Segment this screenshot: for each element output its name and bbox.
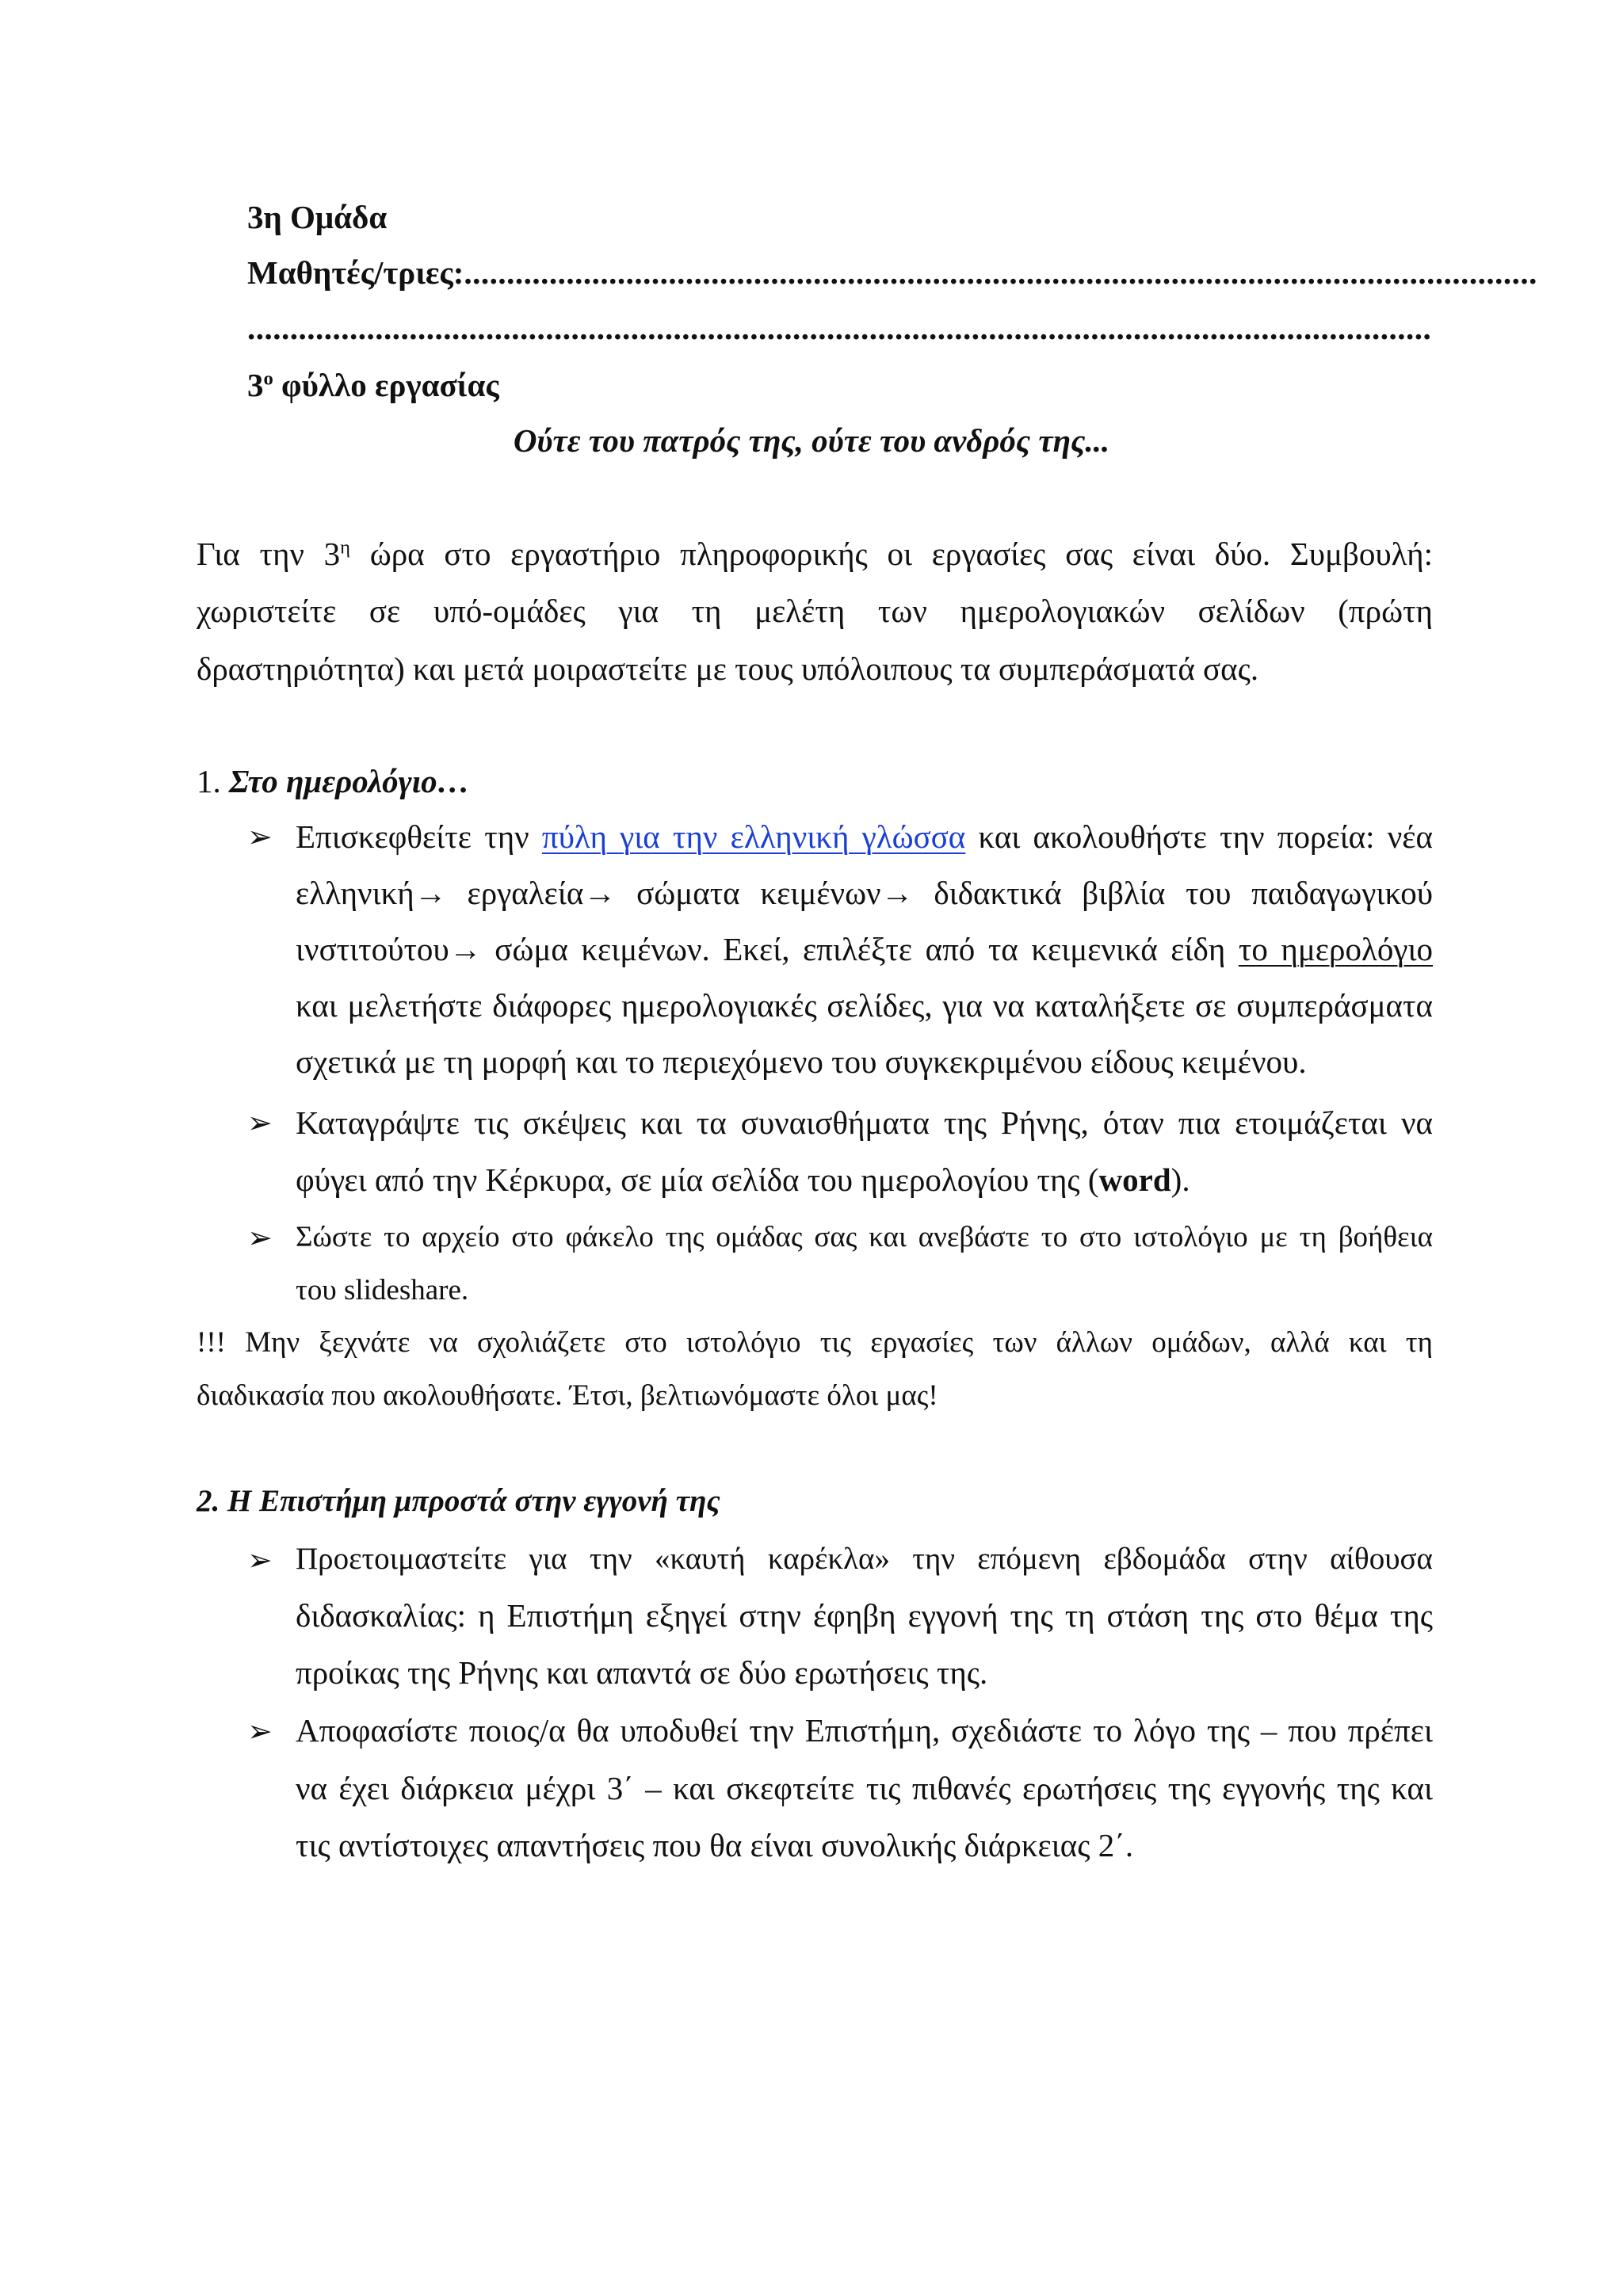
arrow-bullet-icon: ➢ xyxy=(247,1220,273,1255)
s1-b1-line-3-text: ινστιτούτου→ σώμα κειμένων. Εκεί, επιλέξτε από τα κειμενικά είδη xyxy=(296,931,1226,967)
arrow-bullet-icon: ➢ xyxy=(247,819,273,854)
s1-b1-text-b: και ακολουθήστε την πορεία: νέα xyxy=(978,818,1434,855)
students-dots-line-2: ........................................................................................................................................... xyxy=(247,310,1432,346)
s1-b1-line-5: σχετικά με τη μορφή και το περιεχόμενο του συγκεκριμένου είδους κειμένου. xyxy=(296,1043,1307,1080)
s1-b2-text-b: ). xyxy=(1170,1161,1190,1198)
worksheet-title: Ούτε του πατρός της, ούτε του ανδρός της... xyxy=(513,422,1110,459)
word-bold: word xyxy=(1098,1161,1171,1198)
s2-b1-line-2: διδασκαλίας: η Επιστήμη εξηγεί στην έφηβη εγγονή της τη στάση της στο θέμα της xyxy=(296,1597,1433,1634)
arrow-bullet-icon: ➢ xyxy=(247,1543,273,1577)
intro-line-1-end: ώρα στο εργαστήριο πληροφορικής οι εργασίες σας είναι δύο. Συμβουλή: xyxy=(369,536,1434,572)
s2-b1-line-3: προίκας της Ρήνης και απαντά σε δύο ερωτήσεις της. xyxy=(296,1654,988,1691)
students-line xyxy=(247,254,1537,292)
worksheet-heading xyxy=(247,366,499,404)
s2-b2-line-2: να έχει διάρκεια μέχρι 3΄ – και σκεφτείτε τις πιθανές ερωτήσεις της εγγονής της και xyxy=(296,1770,1433,1806)
intro-line-1 xyxy=(197,535,1433,573)
worksheet-label: φύλλο εργασίας xyxy=(281,367,499,403)
s1-b3-line-2: του slideshare. xyxy=(296,1274,469,1306)
s1-b2-line-1: Καταγράψτε τις σκέψεις και τα συναισθήματα της Ρήνης, όταν πια ετοιμάζεται να xyxy=(296,1104,1433,1141)
s1-b1-line-4: και μελετήστε διάφορες ημερολογιακές σελίδες, για να καταλήξετε σε συμπεράσματα xyxy=(296,987,1433,1024)
intro-line-2: χωριστείτε σε υπό-ομάδες για τη μελέτη των ημερολογιακών σελίδων (πρώτη xyxy=(197,593,1433,629)
intro-line-1-start: Για την 3 xyxy=(197,536,341,572)
section-1-heading xyxy=(197,762,470,800)
group-heading: 3η Ομάδα xyxy=(247,199,388,235)
section-1-number: 1. xyxy=(197,763,221,799)
intro-line-3: δραστηριότητα) και μετά μοιραστείτε με τους υπόλοιπους τα συμπεράσματά σας. xyxy=(197,650,1259,687)
s1-b3-line-1: Σώστε το αρχείο στο φάκελο της ομάδας σας και ανεβάστε το στο ιστολόγιο με τη βοήθεια xyxy=(296,1221,1433,1253)
worksheet-number: 3 xyxy=(247,367,264,403)
section-2-heading: 2. Η Επιστήμη μπροστά στην εγγονή της xyxy=(197,1484,720,1518)
section-1-title: Στο ημερολόγιο… xyxy=(229,763,470,799)
s1-b2-text-a: φύγει από την Κέρκυρα, σε μία σελίδα του ημερολογίου της ( xyxy=(296,1161,1099,1198)
diary-genre-link[interactable]: το ημερολόγιο xyxy=(1238,931,1434,967)
arrow-bullet-icon: ➢ xyxy=(247,1714,273,1749)
s1-b1-line-3 xyxy=(296,930,1433,968)
intro-sup: η xyxy=(340,536,351,559)
s2-b2-line-3: τις αντίστοιχες απαντήσεις που θα είναι συνολικής διάρκειας 2΄. xyxy=(296,1827,1134,1863)
s1-b1-line-1 xyxy=(296,818,1433,856)
s1-b1-text-a: Επισκεφθείτε την xyxy=(296,818,529,855)
students-label: Μαθητές/τριες: xyxy=(247,254,464,291)
s2-b2-line-1: Αποφασίστε ποιος/α θα υποδυθεί την Επιστήμη, σχεδιάστε το λόγο της – που πρέπει xyxy=(296,1712,1433,1749)
arrow-bullet-icon: ➢ xyxy=(247,1105,273,1140)
s2-b1-line-1: Προετοιμαστείτε για την «καυτή καρέκλα» την επόμενη εβδομάδα στην αίθουσα xyxy=(296,1542,1433,1576)
worksheet-number-sup: ο xyxy=(263,368,273,390)
note-line-2: διαδικασία που ακολουθήσατε. Έτσι, βελτιωνόμαστε όλοι μας! xyxy=(197,1379,938,1412)
s1-b1-line-2: ελληνική→ εργαλεία→ σώματα κειμένων→ διδακτικά βιβλία του παιδαγωγικού xyxy=(296,875,1433,911)
s1-b2-line-2 xyxy=(296,1161,1190,1199)
greek-language-portal-link[interactable]: πύλη για την ελληνική γλώσσα xyxy=(541,818,966,855)
students-dots: .............................................................................................................................. xyxy=(464,254,1537,291)
note-line-1: !!! Μην ξεχνάτε να σχολιάζετε στο ιστολόγιο τις εργασίες των άλλων ομάδων, αλλά και τη xyxy=(197,1326,1433,1359)
